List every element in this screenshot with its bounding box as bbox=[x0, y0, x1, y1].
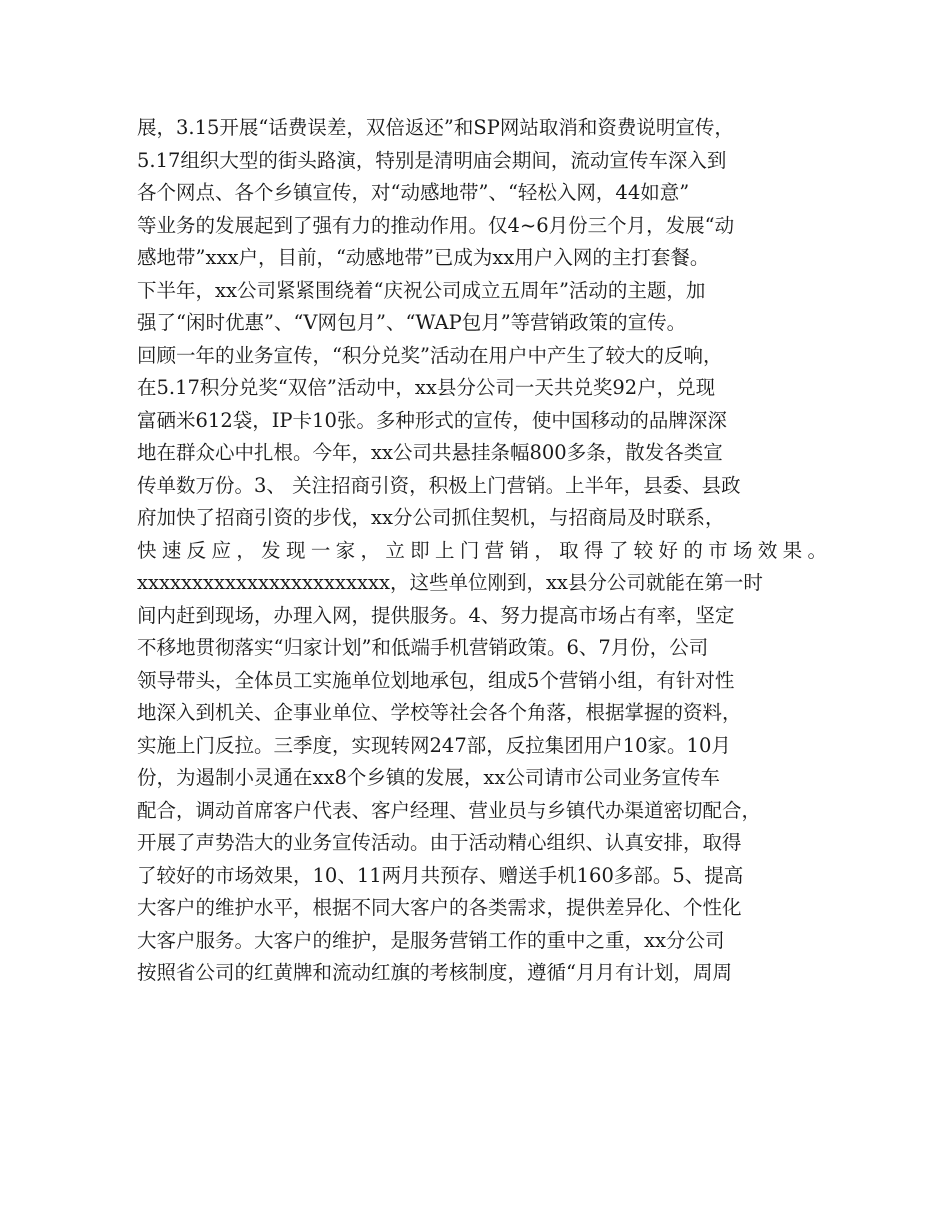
text-line: 按照省公司的红黄牌和流动红旗的考核制度，遵循“月月有计划，周周 bbox=[137, 961, 732, 984]
text-line: 回顾一年的业务宣传，“积分兑奖”活动在用户中产生了较大的反响， bbox=[137, 343, 723, 367]
text-line: 展，3.15开展“话费误差，双倍返还”和SP网站取消和资费说明宣传， bbox=[137, 116, 734, 139]
text-line: 地深入到机关、企事业单位、学校等社会各个角落，根据掌握的资料， bbox=[137, 701, 742, 724]
text-line: xxxxxxxxxxxxxxxxxxxxxxx，这些单位刚到，xx县分公司就能在第一时 bbox=[137, 571, 763, 594]
text-line: 了较好的市场效果，10、11两月共预存、赠送手机160多部。5、提高 bbox=[137, 863, 744, 887]
text-line: 府加快了招商引资的步伐，xx分公司抓住契机，与招商局及时联系， bbox=[137, 506, 725, 529]
text-line: 各个网点、各个乡镇宣传，对“动感地带”、“轻松入网，44如意” bbox=[137, 181, 690, 204]
text-line: 快速反应，发现一家，立即上门营销，取得了较好的市场效果。 bbox=[137, 538, 827, 562]
text-line: 领导带头，全体员工实施单位划地承包，组成5个营销小组，有针对性 bbox=[137, 668, 735, 692]
text-line: 等业务的发展起到了强有力的推动作用。仅4~6月份三个月，发展“动 bbox=[137, 213, 735, 237]
text-line: 在5.17积分兑奖“双倍”活动中，xx县分公司一天共兑奖92户，兑现 bbox=[137, 376, 716, 399]
text-line: 开展了声势浩大的业务宣传活动。由于活动精心组织、认真安排，取得 bbox=[137, 831, 742, 854]
text-line: 5.17组织大型的街头路演，特别是清明庙会期间，流动宣传车深入到 bbox=[137, 148, 727, 172]
text-line: 实施上门反拉。三季度，实现转网247部，反拉集团用户10家。10月 bbox=[137, 733, 731, 757]
text-line: 间内赶到现场，办理入网，提供服务。4、努力提高市场占有率，坚定 bbox=[137, 603, 735, 627]
text-line: 大客户的维护水平，根据不同大客户的各类需求，提供差异化、个性化 bbox=[137, 896, 742, 919]
body-paragraph bbox=[137, 112, 827, 990]
text-line: 地在群众心中扎根。今年，xx公司共悬挂条幅800多条，散发各类宣 bbox=[137, 441, 723, 464]
text-line: 大客户服务。大客户的维护，是服务营销工作的重中之重，xx分公司 bbox=[137, 928, 725, 952]
text-line: 强了“闲时优惠”、“V网包月”、“WAP包月”等营销政策的宣传。 bbox=[137, 311, 687, 334]
text-line: 不移地贯彻落实“归家计划”和低端手机营销政策。6、7月份，公司 bbox=[137, 636, 709, 659]
text-line: 富硒米612袋，IP卡10张。多种形式的宣传，使中国移动的品牌深深 bbox=[137, 408, 727, 432]
text-line: 感地带”xxx户，目前，“动感地带”已成为xx用户入网的主打套餐。 bbox=[137, 246, 710, 269]
text-line: 份，为遏制小灵通在xx8个乡镇的发展，xx公司请市公司业务宣传车 bbox=[137, 766, 720, 789]
text-line: 下半年，xx公司紧紧围绕着“庆祝公司成立五周年”活动的主题，加 bbox=[137, 278, 706, 302]
text-line: 配合，调动首席客户代表、客户经理、营业员与乡镇代办渠道密切配合， bbox=[137, 798, 762, 822]
text-line: 传单数万份。3、 关注招商引资，积极上门营销。上半年，县委、县政 bbox=[137, 473, 741, 497]
